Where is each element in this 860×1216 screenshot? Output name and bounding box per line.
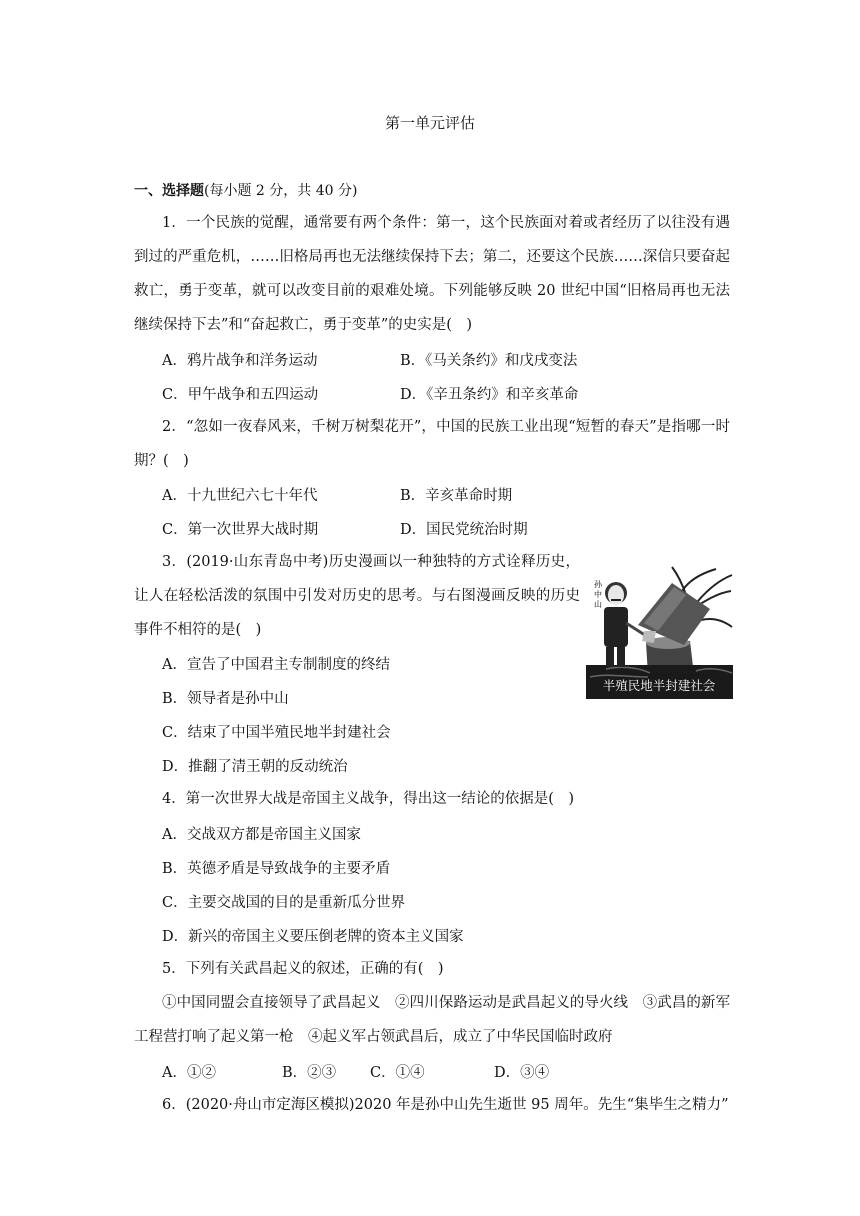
q4-option-c[interactable]: C．主要交战国的目的是重新瓜分世界 xyxy=(162,895,406,911)
q2-option-d[interactable]: D．国民党统治时期 xyxy=(400,522,528,538)
cartoon-caption: 半殖民地半封建社会 xyxy=(602,678,716,693)
q4-option-d[interactable]: D．新兴的帝国主义要压倒老牌的资本主义国家 xyxy=(162,929,464,945)
q6-stem: 6．(2020·舟山市定海区模拟)2020 年是孙中山先生逝世 95 周年。先生“集毕生之精力” xyxy=(162,1097,729,1113)
cartoon-illustration xyxy=(586,565,733,699)
q5-stem: 5．下列有关武昌起义的叙述，正确的有( ) xyxy=(162,961,444,977)
page-title: 第一单元评估 xyxy=(384,114,475,132)
q3-option-a[interactable]: A．宣告了中国君主专制制度的终结 xyxy=(162,657,390,673)
q1-option-c[interactable]: C．甲午战争和五四运动 xyxy=(162,387,319,403)
section-heading-text: 一、选择题 xyxy=(134,183,204,199)
q5-option-c[interactable]: C．①④ xyxy=(370,1065,425,1081)
q3-cartoon xyxy=(586,565,733,699)
q5-option-a[interactable]: A．①② xyxy=(162,1065,216,1081)
cartoon-name-2: 中 xyxy=(594,590,602,599)
section-heading xyxy=(134,180,357,200)
q2-stem: 2．“忽如一夜春风来，千树万树梨花开”，中国的民族工业出现“短暂的春天”是指哪一时期？( ) xyxy=(134,419,730,469)
q3-stem: 3．(2019·山东青岛中考)历史漫画以一种独特的方式诠释历史，让人在轻松活泼的氛围中引发对历史的思考。与右图漫画反映的历史事件不相符的是( ) xyxy=(134,554,580,638)
q1-option-b[interactable]: B．《马关条约》和戊戌变法 xyxy=(400,353,578,369)
q1-option-d[interactable]: D．《辛丑条约》和辛亥革命 xyxy=(400,387,579,403)
q3-option-c[interactable]: C．结束了中国半殖民地半封建社会 xyxy=(162,725,391,741)
q4-stem: 4．第一次世界大战是帝国主义战争，得出这一结论的依据是( ) xyxy=(162,791,575,807)
q2-option-b[interactable]: B．辛亥革命时期 xyxy=(400,488,513,504)
q3-option-b[interactable]: B．领导者是孙中山 xyxy=(162,691,289,707)
q3-option-d[interactable]: D．推翻了清王朝的反动统治 xyxy=(162,759,348,775)
q1-option-a[interactable]: A．鸦片战争和洋务运动 xyxy=(162,353,318,369)
q5-option-d[interactable]: D．③④ xyxy=(494,1065,550,1081)
q5-option-b[interactable]: B．②③ xyxy=(282,1065,337,1081)
cartoon-name-1: 孙 xyxy=(594,580,602,589)
q2-option-a[interactable]: A．十九世纪六七十年代 xyxy=(162,488,318,504)
cartoon-name-3: 山 xyxy=(594,600,602,609)
q5-items: ①中国同盟会直接领导了武昌起义 ②四川保路运动是武昌起义的导火线 ③武昌的新军工程营打响了起义第一枪 ④起义军占领武昌后，成立了中华民国临时政府 xyxy=(134,995,730,1045)
q2-option-c[interactable]: C．第一次世界大战时期 xyxy=(162,522,319,538)
section-heading-note: (每小题 2 分，共 40 分) xyxy=(204,183,358,199)
q4-option-a[interactable]: A．交战双方都是帝国主义国家 xyxy=(162,827,361,843)
q1-stem: 1．一个民族的觉醒，通常要有两个条件：第一，这个民族面对着或者经历了以往没有遇到过的严重危机，……旧格局再也无法继续保持下去；第二，还要这个民族……深信只要奋起救亡，勇于变革，就可以改变目前的艰难处境。下列能够反映 20 世纪中国“旧格局再也无法继续保持下去”和“奋起救亡，勇于变革”的史实是( ) xyxy=(134,215,730,333)
q4-option-b[interactable]: B．英德矛盾是导致战争的主要矛盾 xyxy=(162,861,391,877)
